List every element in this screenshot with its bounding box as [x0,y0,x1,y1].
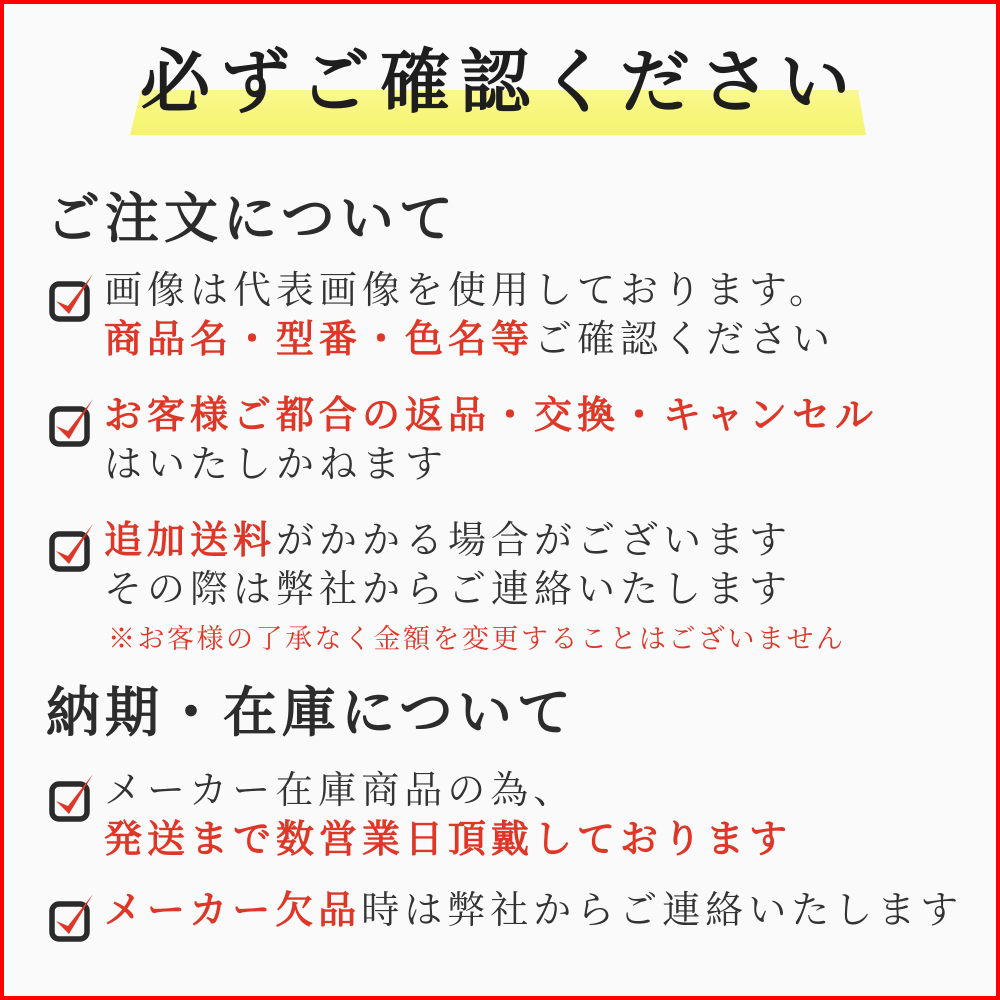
list-item [48,517,976,615]
list-item [48,267,976,365]
item-text-red: 発送まで数営業日頂戴しております [104,819,793,861]
checkbox-icon [48,269,98,323]
checkbox-icon [48,519,98,573]
item-text-red: メーカー欠品 [104,890,362,932]
list-item [48,392,976,490]
item-text-black: がかかる場合がございます [276,520,793,562]
item-text [104,392,878,490]
check-mark-icon [48,519,98,573]
check-mark-icon [48,889,98,943]
note-text: ※お客様の了承なく金額を変更することはございません [108,624,846,654]
item-text-black: その際は弊社からご連絡いたします [104,569,793,611]
item-text-black: はいたしかねます [104,444,449,486]
checkbox-icon [48,769,98,823]
section-heading-orders: ご注文について [46,189,458,249]
list-item [48,767,976,865]
section-heading-stock: 納期・在庫について [46,683,576,743]
item-text-red: お客様ご都合の返品・交換・キャンセル [104,395,879,437]
list-item [48,887,976,943]
check-mark-icon [48,269,98,323]
checkbox-icon [48,889,98,943]
title-block [4,32,996,154]
main-title: 必ずご確認ください [140,45,860,122]
item-text-black: 画像は代表画像を使用しております。 [104,270,832,312]
item-text [104,517,792,615]
item-text [104,267,835,365]
item-text-red: 商品名・型番・色名等 [104,319,535,361]
item-text-black: メーカー在庫商品の為、 [104,770,577,812]
item-text [104,887,963,936]
item-text [104,767,792,865]
item-text-black: 時は弊社からご連絡いたします [361,890,964,932]
item-text-black: ご確認ください [534,319,836,361]
check-mark-icon [48,769,98,823]
checkbox-icon [48,394,98,448]
check-mark-icon [48,394,98,448]
item-text-red: 追加送料 [104,520,277,562]
